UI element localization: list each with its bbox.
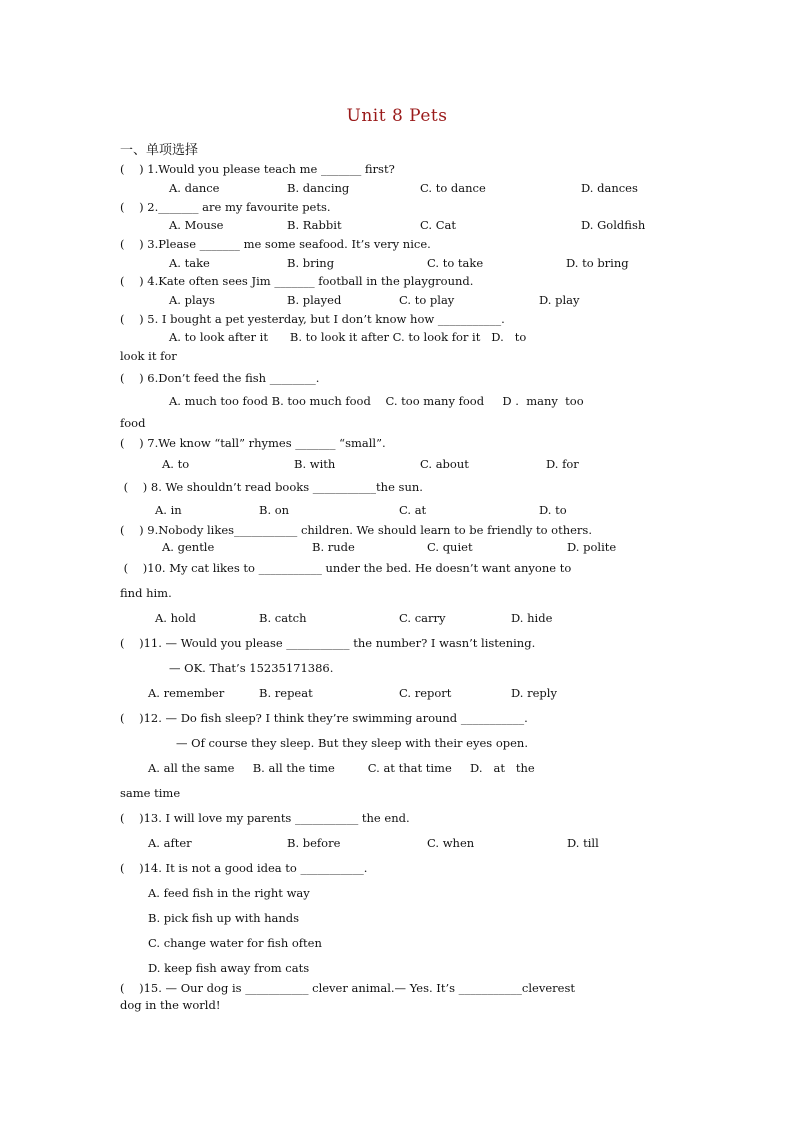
q7-option-a: A. to xyxy=(162,457,190,471)
q13-option-d: D. till xyxy=(567,836,599,850)
question-6: ( ) 6.Don’t feed the fish ________. xyxy=(120,371,320,385)
q14-option-a: A. feed fish in the right way xyxy=(148,886,310,900)
q11-option-d: D. reply xyxy=(511,686,557,700)
q14-option-b: B. pick fish up with hands xyxy=(148,911,300,925)
q4-option-d: D. play xyxy=(539,293,580,307)
q3-option-d: D. to bring xyxy=(566,256,629,270)
q3-option-b: B. bring xyxy=(287,256,335,270)
q2-option-a: A. Mouse xyxy=(169,218,224,232)
question-13: ( )13. I will love my parents ___________ the end. xyxy=(120,811,410,825)
q10-option-b: B. catch xyxy=(259,611,307,625)
q9-option-d: D. polite xyxy=(567,540,617,554)
q1-option-a: A. dance xyxy=(169,181,220,195)
q1-option-b: B. dancing xyxy=(287,181,350,195)
q13-option-a: A. after xyxy=(148,836,192,850)
q1-option-d: D. dances xyxy=(581,181,638,195)
page-title: Unit 8 Pets xyxy=(346,106,448,126)
question-11: ( )11. — Would you please ___________ the number? I wasn’t listening. xyxy=(120,636,536,650)
q11-option-a: A. remember xyxy=(148,686,225,700)
q9-option-c: C. quiet xyxy=(427,540,473,554)
q10-option-c: C. carry xyxy=(399,611,446,625)
question-15: ( )15. — Our dog is ___________ clever animal.— Yes. It’s ___________cleverest xyxy=(120,981,575,995)
q14-option-c: C. change water for fish often xyxy=(148,936,322,950)
q10-option-a: A. hold xyxy=(155,611,196,625)
q3-option-a: A. take xyxy=(169,256,210,270)
q6-options: A. much too food B. too much food C. too many food D . many too xyxy=(169,394,584,408)
q7-option-d: D. for xyxy=(546,457,579,471)
q2-option-c: C. Cat xyxy=(420,218,456,232)
q12-response: — Of course they sleep. But they sleep with their eyes open. xyxy=(176,736,528,750)
question-3: ( ) 3.Please _______ me some seafood. It’s very nice. xyxy=(120,237,431,251)
q15-continuation: dog in the world! xyxy=(120,998,221,1012)
q8-option-d: D. to xyxy=(539,503,567,517)
q9-option-b: B. rude xyxy=(312,540,355,554)
question-12: ( )12. — Do fish sleep? I think they’re swimming around ___________. xyxy=(120,711,528,725)
q1-option-c: C. to dance xyxy=(420,181,486,195)
question-8: ( ) 8. We shouldn’t read books ___________the sun. xyxy=(120,480,423,494)
q11-response: — OK. That’s 15235171386. xyxy=(169,661,334,675)
q5-options: A. to look after it B. to look it after C. to look for it D. to xyxy=(169,330,527,344)
question-2: ( ) 2._______ are my favourite pets. xyxy=(120,200,331,214)
q13-option-c: C. when xyxy=(427,836,475,850)
question-10: ( )10. My cat likes to ___________ under the bed. He doesn’t want anyone to xyxy=(120,561,572,575)
question-1: ( ) 1.Would you please teach me _______ first? xyxy=(120,162,395,176)
q12-options: A. all the same B. all the time C. at that time D. at the xyxy=(148,761,535,775)
q4-option-a: A. plays xyxy=(169,293,215,307)
q8-option-b: B. on xyxy=(259,503,290,517)
q2-option-d: D. Goldfish xyxy=(581,218,646,232)
q8-option-c: C. at xyxy=(399,503,427,517)
q7-option-c: C. about xyxy=(420,457,469,471)
q3-option-c: C. to take xyxy=(427,256,484,270)
q11-option-b: B. repeat xyxy=(259,686,313,700)
question-7: ( ) 7.We know “tall” rhymes _______ “small”. xyxy=(120,436,386,450)
q10-continuation: find him. xyxy=(120,586,172,600)
q8-option-a: A. in xyxy=(155,503,182,517)
q12-continuation: same time xyxy=(120,786,181,800)
q10-option-d: D. hide xyxy=(511,611,553,625)
section-heading: 一、单项选择 xyxy=(120,143,199,158)
q13-option-b: B. before xyxy=(287,836,341,850)
q9-option-a: A. gentle xyxy=(162,540,215,554)
question-5: ( ) 5. I bought a pet yesterday, but I don’t know how ___________. xyxy=(120,312,505,326)
q4-option-c: C. to play xyxy=(399,293,455,307)
q5-continuation: look it for xyxy=(120,349,177,363)
q2-option-b: B. Rabbit xyxy=(287,218,342,232)
q7-option-b: B. with xyxy=(294,457,336,471)
q11-option-c: C. report xyxy=(399,686,452,700)
question-14: ( )14. It is not a good idea to ___________. xyxy=(120,861,368,875)
question-9: ( ) 9.Nobody likes___________ children. We should learn to be friendly to others. xyxy=(120,523,592,537)
q6-continuation: food xyxy=(120,416,146,430)
q14-option-d: D. keep fish away from cats xyxy=(148,961,310,975)
q4-option-b: B. played xyxy=(287,293,342,307)
question-4: ( ) 4.Kate often sees Jim _______ football in the playground. xyxy=(120,274,474,288)
